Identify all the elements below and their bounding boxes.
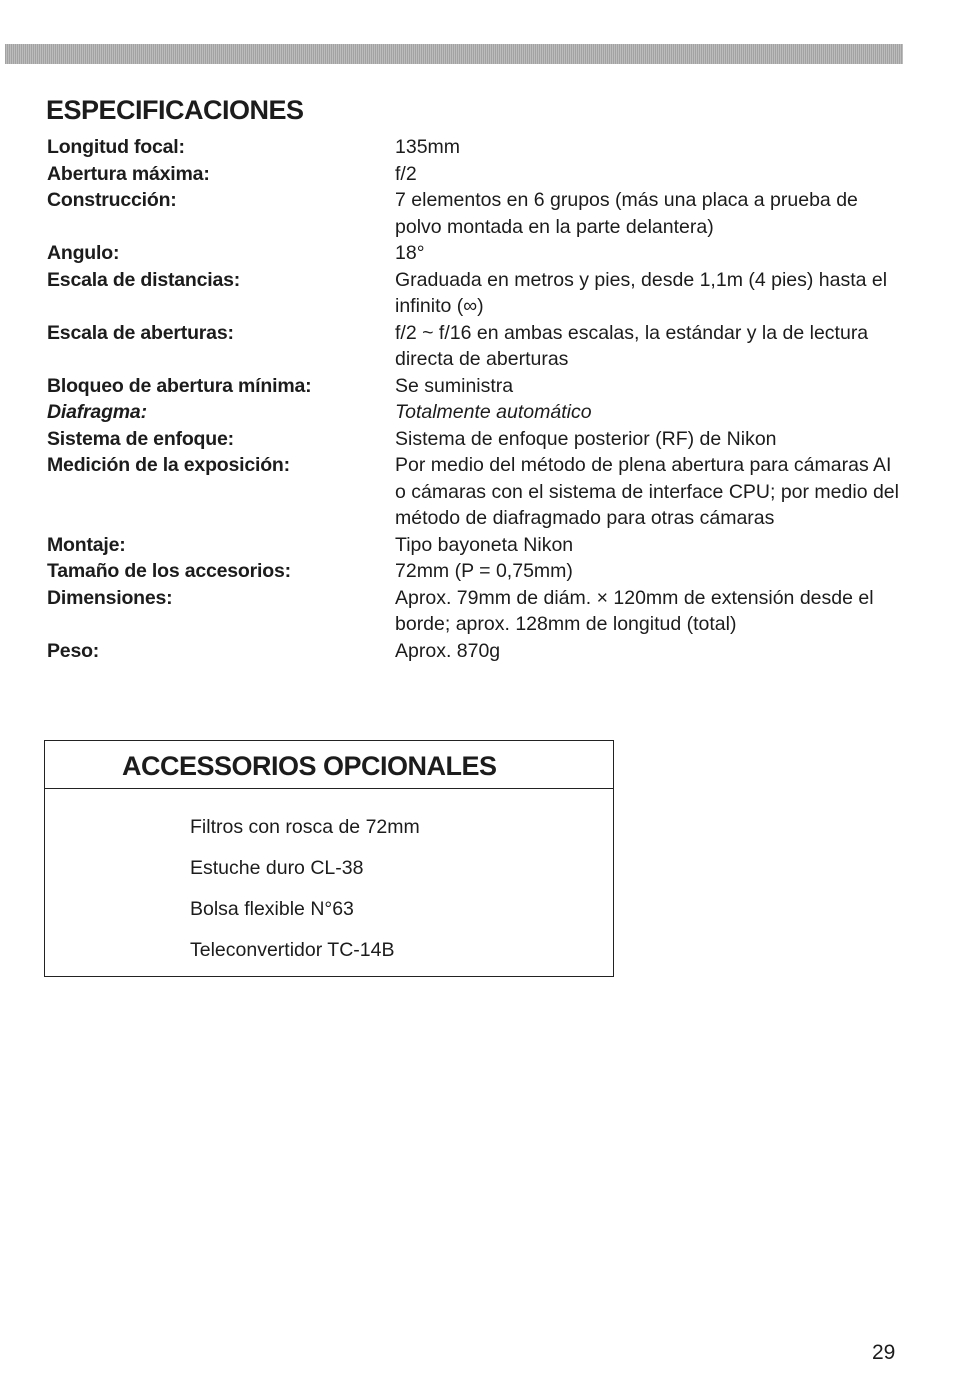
specifications-title: ESPECIFICACIONES [46,95,304,125]
spec-value: f/2 ~ f/16 en ambas escalas, la estándar y la de lectura directa de aberturas [395,321,869,370]
spec-label: Peso: [47,639,100,662]
spec-value: f/2 [395,162,417,185]
spec-label: Bloqueo de abertura mínima: [47,374,312,397]
spec-row-min-aperture-lock [47,373,907,400]
spec-value: 72mm (P = 0,75mm) [395,560,573,582]
accessories-title: ACCESSORIOS OPCIONALES [122,751,497,781]
spec-row-aperture-scale [47,320,907,373]
spec-label: Escala de distancias: [47,268,241,291]
spec-label: Angulo: [47,242,120,264]
spec-row-exposure-metering [47,452,907,532]
spec-label: Longitud focal: [47,136,185,158]
spec-label: Sistema de enfoque: [47,427,234,450]
list-item: Bolsa flexible N°63 [190,898,354,920]
spec-row-attachment-size [47,558,907,585]
spec-row-diaphragm [47,399,907,426]
spec-row-focusing-system [47,426,907,453]
spec-row-max-aperture [47,161,907,188]
spec-value: Tipo bayoneta Nikon [395,533,574,556]
accessories-list [190,807,420,971]
spec-row-angle [47,240,907,267]
spec-row-mount [47,532,907,559]
spec-value: Sistema de enfoque posterior (RF) de Nikon [395,427,777,450]
spec-row-dimensions [47,585,907,638]
spec-label: Montaje: [47,533,126,556]
spec-label: Construcción: [47,189,177,211]
spec-label: Diafragma: [47,401,147,423]
specifications-table [47,134,907,664]
spec-value: Por medio del método de plena abertura para cámaras AI o cámaras con el sistema de interface CPU; por medio del método de diafragmado para otras cámaras [395,454,899,529]
spec-row-focal-length [47,134,907,161]
spec-label: Dimensiones: [47,586,173,609]
spec-label: Tamaño de los accesorios: [47,560,291,582]
page-number: 29 [872,1341,896,1364]
list-item: Teleconvertidor TC-14B [190,939,395,961]
spec-value: Se suministra [395,374,514,397]
spec-value: Aprox. 79mm de diám. × 120mm de extensión desde el borde; aprox. 128mm de longitud (total) [395,586,874,635]
accessories-box [44,740,614,977]
spec-label: Abertura máxima: [47,162,210,185]
spec-value: 18° [395,242,425,264]
list-item: Estuche duro CL-38 [190,857,364,879]
accessories-title-bar [45,741,613,789]
spec-label: Escala de aberturas: [47,321,234,344]
spec-label: Medición de la exposición: [47,454,290,476]
header-band [5,44,903,64]
spec-value: Totalmente automático [395,401,592,423]
spec-row-distance-scale [47,267,907,320]
spec-value: 7 elementos en 6 grupos (más una placa a prueba de polvo montada en la parte delantera) [395,189,858,238]
spec-value: Aprox. 870g [395,639,501,662]
spec-row-construction [47,187,907,240]
spec-value: Graduada en metros y pies, desde 1,1m (4 pies) hasta el infinito (∞) [395,268,888,317]
spec-row-weight [47,638,907,665]
list-item: Filtros con rosca de 72mm [190,816,420,838]
spec-value: 135mm [395,136,461,158]
